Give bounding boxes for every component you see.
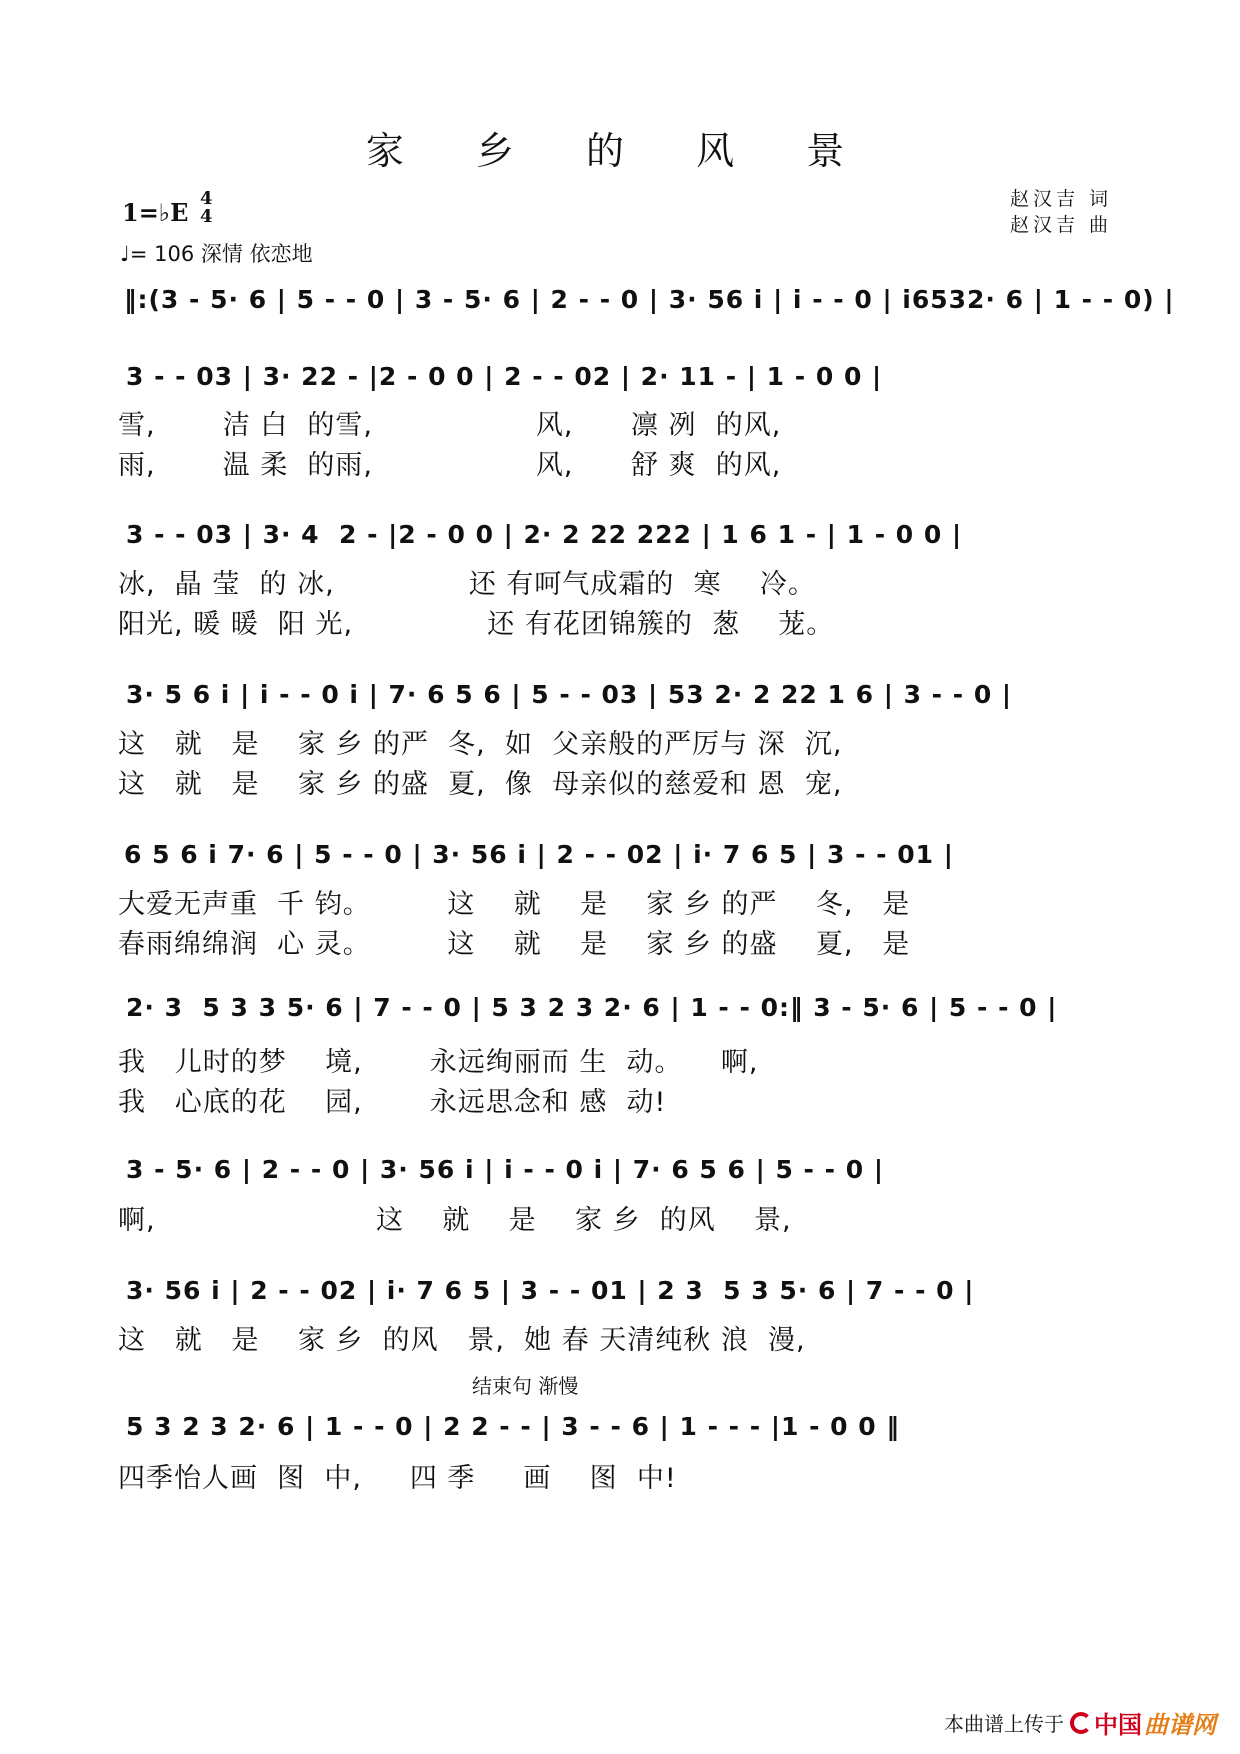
lyric-line-8: 这 就 是 家 乡 的风 景, 她 春 天清纯秋 浪 漫, [118, 1325, 806, 1356]
lyric-line-2-verse-1: 雪, 洁 白 的雪, 风, 凛 冽 的风, [118, 410, 782, 441]
lyricist-credit: 赵汉吉 词 [1010, 188, 1113, 210]
lyric-line-9: 四季怡人画 图 中, 四 季 画 图 中! [118, 1463, 677, 1494]
lyric-line-5-verse-1: 大爱无声重 千 钧。 这 就 是 家 乡 的严 冬, 是 [118, 889, 911, 920]
ending-annotation: 结束句 渐慢 [472, 1374, 579, 1398]
lyric-line-4-verse-2: 这 就 是 家 乡 的盛 夏, 像 母亲似的慈爱和 恩 宠, [118, 769, 843, 800]
music-line-1: ‖:(3 - 5· 6 | 5 - - 0 | 3 - 5· 6 | 2 - - 0 | 3· 56 i | i - - 0 | i6532· 6 | 1 - - 0) | [124, 285, 1175, 314]
lyric-line-3-verse-2: 阳光, 暖 暖 阳 光, 还 有花团锦簇的 葱 茏。 [118, 609, 835, 640]
footer [944, 1705, 1216, 1740]
composer-credit: 赵汉吉 曲 [1010, 214, 1113, 236]
lyric-line-5-verse-2: 春雨绵绵润 心 灵。 这 就 是 家 乡 的盛 夏, 是 [118, 929, 911, 960]
music-line-6: 2· 3 5 3 3 5· 6 | 7 - - 0 | 5 3 2 3 2· 6 | 1 - - 0:‖ 3 - 5· 6 | 5 - - 0 | [126, 993, 1058, 1022]
lyric-line-6-verse-1: 我 儿时的梦 境, 永远绚丽而 生 动。 啊, [118, 1047, 759, 1078]
song-title: 家 乡 的 风 景 [365, 129, 875, 173]
music-line-5: 6 5 6 i 7· 6 | 5 - - 0 | 3· 56 i | 2 - - 02 | i· 7 6 5 | 3 - - 01 | [124, 840, 954, 869]
lyric-line-6-verse-2: 我 心底的花 园, 永远思念和 感 动! [118, 1087, 667, 1118]
logo-text-cn: 中国 [1094, 1711, 1142, 1739]
lyric-line-4-verse-1: 这 就 是 家 乡 的严 冬, 如 父亲般的严厉与 深 沉, [118, 729, 843, 760]
time-signature-bottom: 4 [200, 206, 213, 227]
lyric-line-2-verse-2: 雨, 温 柔 的雨, 风, 舒 爽 的风, [118, 450, 782, 481]
music-line-3: 3 - - 03 | 3· 4 2 - |2 - 0 0 | 2· 2 22 222 | 1 6 1 - | 1 - 0 0 | [126, 520, 963, 549]
lyric-line-7: 啊, 这 就 是 家 乡 的风 景, [118, 1205, 792, 1236]
logo-icon [1070, 1712, 1092, 1734]
music-line-2: 3 - - 03 | 3· 22 - |2 - 0 0 | 2 - - 02 | 2· 11 - | 1 - 0 0 | [126, 362, 883, 391]
time-signature-top: 4 [200, 188, 213, 209]
logo-text-site: 曲谱网 [1144, 1711, 1216, 1739]
footer-text: 本曲谱上传于 [944, 1712, 1064, 1736]
lyric-line-3-verse-1: 冰, 晶 莹 的 冰, 还 有呵气成霜的 寒 冷。 [118, 569, 816, 600]
time-signature [200, 190, 213, 226]
music-line-9: 5 3 2 3 2· 6 | 1 - - 0 | 2 2 - - | 3 - - 6 | 1 - - - |1 - 0 0 ‖ [126, 1412, 900, 1441]
site-logo[interactable] [1070, 1705, 1216, 1740]
music-line-8: 3· 56 i | 2 - - 02 | i· 7 6 5 | 3 - - 01 | 2 3 5 3 5· 6 | 7 - - 0 | [126, 1276, 975, 1305]
key-signature: 1=♭E [122, 198, 189, 227]
music-line-4: 3· 5 6 i | i - - 0 i | 7· 6 5 6 | 5 - - 03 | 53 2· 2 22 1 6 | 3 - - 0 | [126, 680, 1013, 709]
music-line-7: 3 - 5· 6 | 2 - - 0 | 3· 56 i | i - - 0 i | 7· 6 5 6 | 5 - - 0 | [126, 1155, 884, 1184]
tempo-marking: ♩= 106 深情 依恋地 [120, 242, 313, 266]
